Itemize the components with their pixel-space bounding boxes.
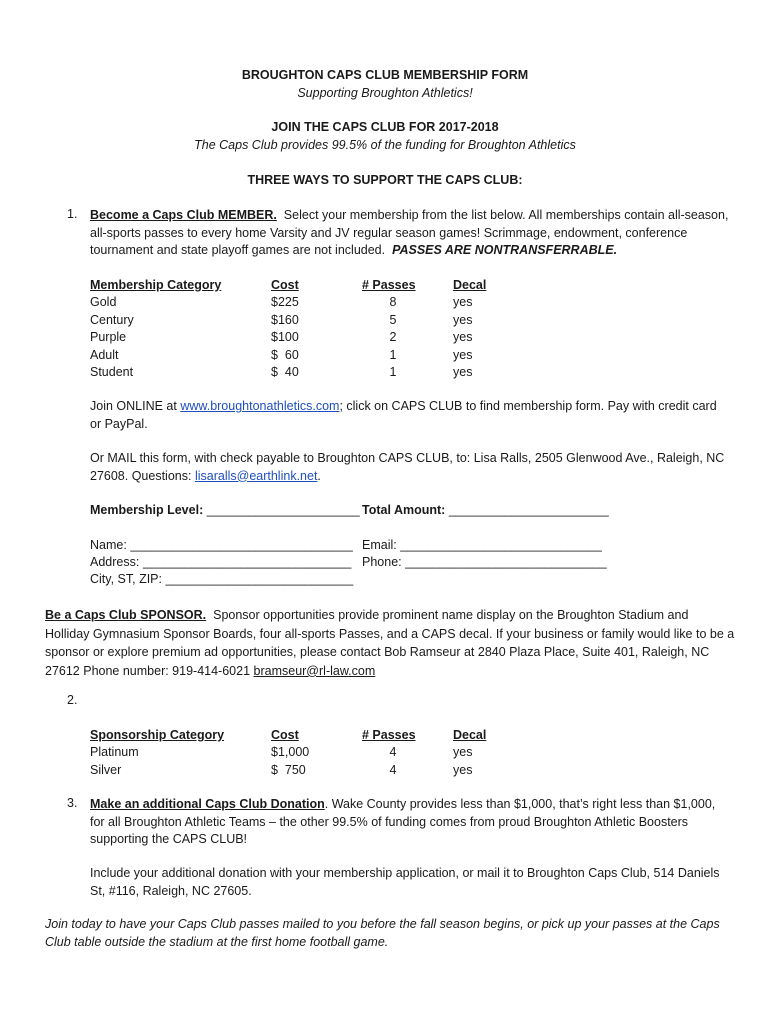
- include-donation-paragraph: Include your additional donation with your membership application, or mail it to Broughton Caps Club, 514 Daniels St, #116, Raleigh, NC 27605.: [90, 866, 720, 898]
- section-1-heading: Become a Caps Club MEMBER.: [90, 208, 277, 222]
- passes-cell: 2: [389, 330, 397, 345]
- passes-cell: 1: [389, 347, 397, 362]
- sponsor-text: Sponsor opportunities provide prominent name display on the Broughton Stadium and Holliday Gymnasium Sponsor Boards, four all-sports Passes, and a CAPS decal. If your business or family would like to be a sponsor or explore premium ad opportunities, please contact Bob Ramseur at 2840 Plaza Place, Suite 401, Raleigh, NC 27612 Phone number: 919-414-6021: [45, 608, 735, 678]
- nontransferrable-note: PASSES ARE NONTRANSFERRABLE.: [392, 243, 618, 258]
- cost-cell: $ 60: [271, 347, 299, 362]
- total-amount-line[interactable]: _______________________: [448, 503, 609, 517]
- total-amount-label: Total Amount:: [362, 503, 446, 517]
- email-field[interactable]: [362, 538, 602, 552]
- cost-cell: $225: [271, 295, 299, 310]
- category-cell: Purple: [90, 330, 127, 345]
- cost-cell: $ 40: [271, 365, 299, 380]
- table-header: Decal: [453, 728, 487, 742]
- passes-cell: 4: [389, 762, 397, 777]
- table-row: [90, 329, 486, 346]
- cost-cell: $100: [271, 330, 299, 345]
- decal-cell: yes: [453, 330, 473, 345]
- table-header: # Passes: [362, 278, 416, 292]
- closing-note: Join today to have your Caps Club passes mailed to you before the fall season begins, or pick up your passes at the Caps Club table outside the stadium at the first home football game.: [45, 917, 720, 949]
- cost-cell: $160: [271, 312, 299, 327]
- donation-heading: Make an additional Caps Club Donation: [90, 797, 325, 811]
- category-cell: Century: [90, 312, 134, 327]
- name-label: Name:: [90, 538, 127, 552]
- category-cell: Student: [90, 365, 134, 380]
- online-prefix: Join ONLINE at: [90, 399, 177, 413]
- sponsor-heading: Be a Caps Club SPONSOR.: [45, 608, 207, 622]
- section-2-number: 2.: [67, 693, 78, 707]
- decal-cell: yes: [453, 295, 473, 310]
- address-field[interactable]: [90, 555, 351, 569]
- phone-label: Phone:: [362, 555, 402, 569]
- address-line[interactable]: ______________________________: [142, 555, 352, 569]
- online-suffix: ; click on CAPS CLUB to find membership form. Pay with credit card or PayPal.: [90, 399, 717, 431]
- mail-end: .: [317, 468, 321, 483]
- section-1-text: Select your membership from the list below. All memberships contain all-season, all-sports passes to every home Varsity and JV regular season games! Scrimmage, endowment, conference tournament and state playoff games are not included.: [90, 208, 729, 258]
- join-heading: JOIN THE CAPS CLUB FOR 2017-2018: [271, 120, 499, 134]
- table-header-row: [90, 277, 486, 294]
- broughton-athletics-link[interactable]: www.broughtonathletics.com: [180, 399, 340, 413]
- table-header: Sponsorship Category: [90, 728, 225, 742]
- cost-cell: $1,000: [271, 745, 310, 760]
- join-online-paragraph: [90, 398, 730, 433]
- sponsorship-table: [90, 727, 486, 779]
- phone-field[interactable]: [362, 555, 607, 569]
- phone-line[interactable]: _____________________________: [405, 555, 607, 569]
- table-row: [90, 762, 486, 779]
- passes-cell: 8: [389, 295, 397, 310]
- section-3-number: 3.: [67, 796, 78, 810]
- membership-level-label: Membership Level:: [90, 503, 204, 517]
- city-state-zip-line[interactable]: ___________________________: [165, 572, 354, 586]
- email-line[interactable]: _____________________________: [400, 538, 602, 552]
- passes-cell: 4: [389, 745, 397, 760]
- table-row: [90, 364, 486, 381]
- form-title: BROUGHTON CAPS CLUB MEMBERSHIP FORM: [241, 68, 529, 82]
- table-header: Cost: [271, 278, 299, 292]
- mail-text: Or MAIL this form, with check payable to Broughton CAPS CLUB, to: Lisa Ralls, 2505 Glenwood Ave., Raleigh, NC 27608. Questions:: [90, 451, 725, 483]
- category-cell: Platinum: [90, 745, 139, 760]
- table-header-row: [90, 727, 486, 744]
- address-label: Address:: [90, 555, 140, 569]
- category-cell: Silver: [90, 762, 122, 777]
- name-field[interactable]: [90, 538, 353, 552]
- table-header: Cost: [271, 728, 299, 742]
- funding-note: The Caps Club provides 99.5% of the funding for Broughton Athletics: [194, 138, 576, 152]
- table-header: Membership Category: [90, 278, 222, 292]
- table-header: Decal: [453, 278, 487, 292]
- decal-cell: yes: [453, 365, 473, 380]
- decal-cell: yes: [453, 312, 473, 327]
- cost-cell: $ 750: [271, 762, 306, 777]
- donation-paragraph: [90, 796, 730, 849]
- decal-cell: yes: [453, 762, 473, 777]
- decal-cell: yes: [453, 745, 473, 760]
- section-1-number: 1.: [67, 207, 78, 221]
- passes-cell: 5: [389, 312, 397, 327]
- table-row: [90, 294, 486, 311]
- three-ways-heading: THREE WAYS TO SUPPORT THE CAPS CLUB:: [247, 173, 523, 187]
- passes-cell: 1: [389, 365, 397, 380]
- table-row: [90, 312, 486, 329]
- city-state-zip-label: City, ST, ZIP:: [90, 572, 162, 586]
- category-cell: Gold: [90, 295, 117, 310]
- table-header: # Passes: [362, 728, 416, 742]
- email-label: Email:: [362, 538, 397, 552]
- category-cell: Adult: [90, 347, 119, 362]
- sponsor-paragraph: [45, 606, 735, 680]
- table-row: [90, 347, 486, 364]
- membership-table: [90, 277, 486, 381]
- table-row: [90, 744, 486, 761]
- decal-cell: yes: [453, 347, 473, 362]
- membership-level-line[interactable]: ______________________: [206, 503, 360, 517]
- section-1-paragraph: [90, 207, 730, 260]
- questions-email-link[interactable]: lisaralls@earthlink.net: [194, 468, 318, 483]
- mail-paragraph: [90, 450, 730, 485]
- donation-text: . Wake County provides less than $1,000, that’s right less than $1,000, for all Broughton Athletic Teams – the other 99.5% of funding comes from proud Broughton Athletic Boosters supporting the CAPS CLUB!: [90, 797, 716, 847]
- name-line[interactable]: ________________________________: [130, 538, 353, 552]
- city-state-zip-field[interactable]: [90, 572, 353, 586]
- total-amount-field[interactable]: [362, 503, 609, 517]
- sponsor-email-link[interactable]: bramseur@rl-law.com: [253, 663, 376, 678]
- membership-level-field[interactable]: [90, 503, 360, 517]
- form-subtitle: Supporting Broughton Athletics!: [297, 86, 473, 100]
